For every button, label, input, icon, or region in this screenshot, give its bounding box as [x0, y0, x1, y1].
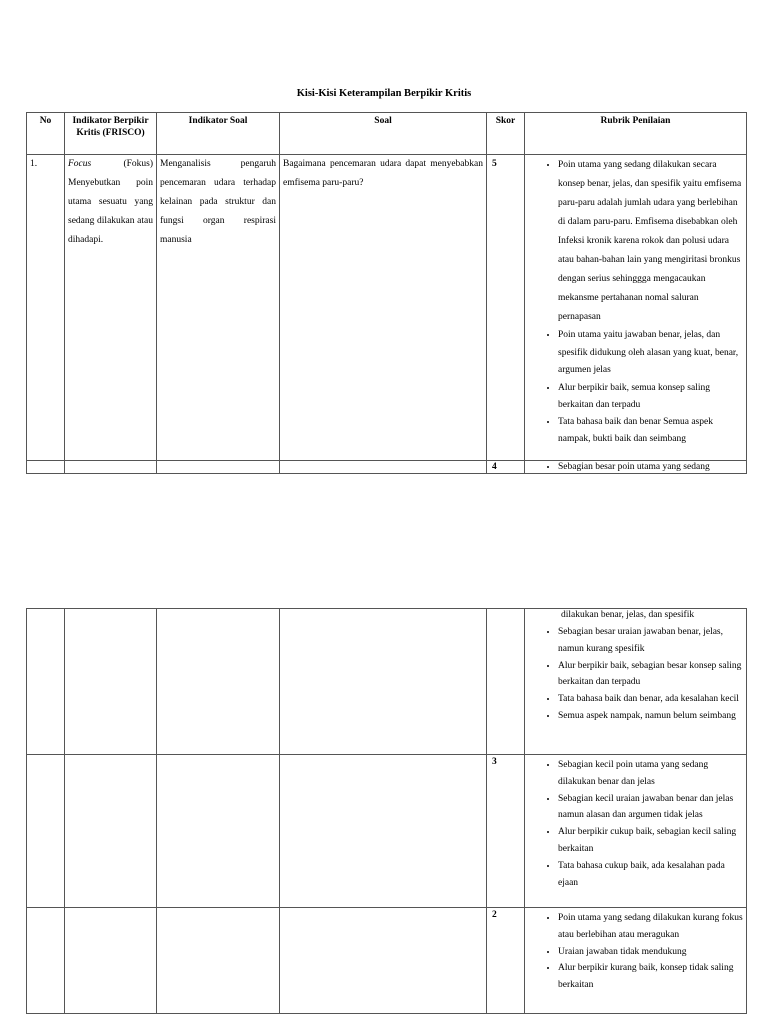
list-item: • Sebagian besar uraian jawaban benar, jelas, namun kurang spesifik: [558, 624, 743, 658]
header-row: [27, 113, 747, 155]
list-item: • Alur berpikir cukup baik, sebagian kecil saling berkaitan: [558, 824, 743, 858]
list-item: • Sebagian kecil uraian jawaban benar dan jelas namun alasan dan argumen tidak jelas: [558, 791, 743, 825]
table-row: [27, 461, 747, 474]
list-item: • Tata bahasa cukup baik, ada kesalahan pada ejaan: [558, 858, 743, 892]
rubrik-cell: [525, 908, 747, 1014]
skor-cell: 3: [487, 755, 525, 908]
header-no: No: [27, 113, 65, 155]
header-skor: Skor: [487, 113, 525, 155]
list-item: • Uraian jawaban tidak mendukung: [558, 944, 743, 961]
list-item: • Tata bahasa baik dan benar Semua aspek nampak, bukti baik dan seimbang: [558, 414, 743, 448]
list-item: • Tata bahasa baik dan benar, ada kesalahan kecil: [558, 691, 743, 708]
soal-cell: Bagaimana pencemaran udara dapat menyebabkan emfisema paru-paru?: [280, 155, 487, 461]
indikator-berpikir-text: (Fokus) Menyebutkan poin utama sesuatu yang sedang dilakukan atau dihadapi.: [68, 159, 153, 245]
rubrik-list: [528, 624, 743, 725]
rubrik-list: [528, 910, 743, 994]
indikator-berpikir-cell: [65, 155, 157, 461]
header-indikator-soal: Indikator Soal: [157, 113, 280, 155]
document-title: Kisi-Kisi Keterampilan Berpikir Kritis: [296, 88, 472, 99]
rubrik-continuation: dilakukan benar, jelas, dan spesifik: [561, 610, 695, 620]
rubrik-list: [528, 757, 743, 891]
rubrik-cell: [525, 155, 747, 461]
list-item: • Semua aspek nampak, namun belum seimbang: [558, 708, 743, 725]
focus-term: Focus: [68, 159, 92, 169]
row-number: 1.: [27, 155, 65, 461]
header-indikator-berpikir: Indikator Berpikir Kritis (FRISCO): [65, 113, 157, 155]
assessment-table-page1: [26, 112, 747, 474]
list-item: • Poin utama yang sedang dilakukan kurang fokus atau berlebihan atau meragukan: [558, 910, 743, 944]
header-rubrik: Rubrik Penilaian: [525, 113, 747, 155]
skor-cell: 5: [487, 155, 525, 461]
rubrik-cell: [525, 755, 747, 908]
rubrik-list: [528, 461, 743, 473]
list-item: • Poin utama yang sedang dilakukan secara konsep benar, jelas, dan spesifik yaitu emfisema paru-paru adalah jumlah udara yang berlebihan di dalam paru-paru. Emfisema disebabkan oleh Infeksi kronik karena rokok dan polusi udara atau bahan-bahan lain yang mengiritasi bronkus dengan serius sehinggga mengacaukan mekansme pertahanan nomal saluran pernapasan: [558, 156, 743, 327]
list-item: • Poin utama yaitu jawaban benar, jelas, dan spesifik didukung oleh alasan yang kuat, benar, argumen jelas: [558, 327, 743, 380]
rubrik-cell: [525, 461, 747, 474]
skor-cell: 2: [487, 908, 525, 1014]
list-item: • Alur berpikir baik, sebagian besar konsep saling berkaitan dan terpadu: [558, 658, 743, 692]
rubrik-list: [528, 156, 743, 448]
list-item: • Sebagian besar poin utama yang sedang: [558, 461, 743, 473]
rubrik-cell: [525, 609, 747, 755]
assessment-table-page2: [26, 608, 747, 1014]
list-item: • Alur berpikir kurang baik, konsep tidak saling berkaitan: [558, 960, 743, 994]
skor-cell: 4: [487, 461, 525, 474]
list-item: • Sebagian kecil poin utama yang sedang dilakukan benar dan jelas: [558, 757, 743, 791]
header-soal: Soal: [280, 113, 487, 155]
list-item: • Alur berpikir baik, semua konsep saling berkaitan dan terpadu: [558, 380, 743, 414]
table-row: [27, 609, 747, 755]
table-row: [27, 908, 747, 1014]
table-row: [27, 155, 747, 461]
table-row: [27, 755, 747, 908]
indikator-soal-cell: Menganalisis pengaruh pencemaran udara terhadap kelainan pada struktur dan fungsi organ respirasi manusia: [157, 155, 280, 461]
